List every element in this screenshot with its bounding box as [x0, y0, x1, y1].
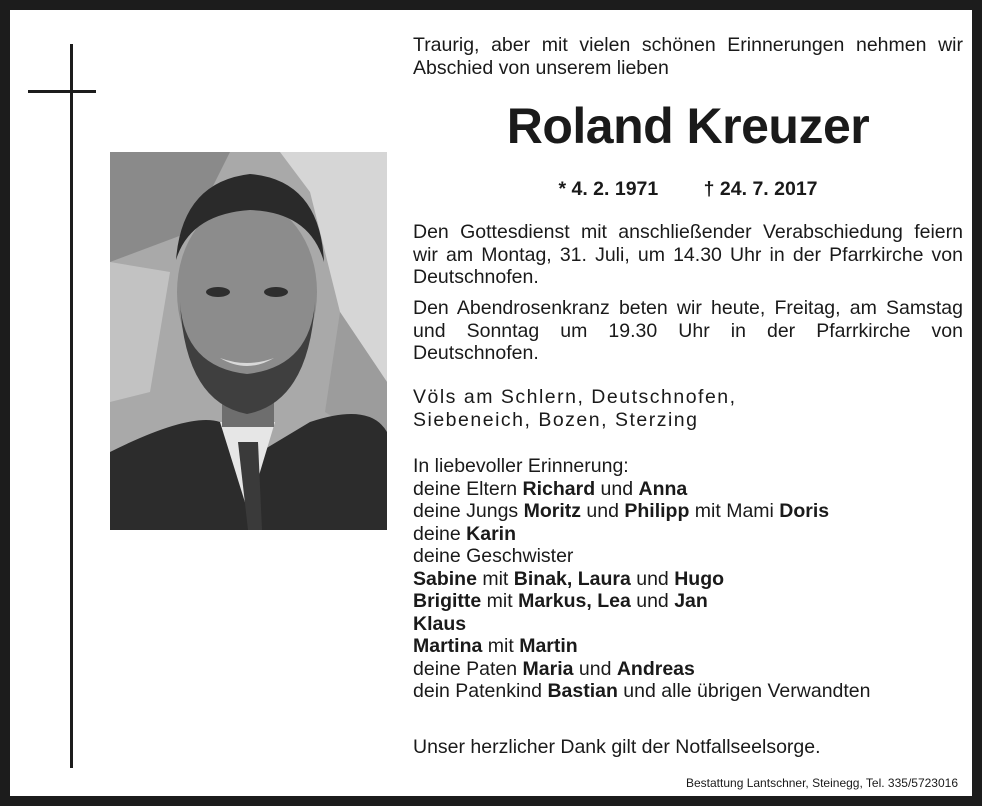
family-line: Klaus [413, 612, 467, 635]
birth-date: * 4. 2. 1971 [558, 178, 659, 200]
family-line: deine Eltern Richard und Anna [413, 477, 688, 500]
family-line: deine Karin [413, 522, 516, 545]
cross-icon-bar [28, 90, 96, 93]
cross-icon [70, 44, 73, 768]
family-list [413, 455, 963, 703]
intro-text: Traurig, aber mit vielen schönen Erinnerungen nehmen wir Abschied von unserem lieben [413, 34, 963, 79]
funeral-service-text: Den Gottesdienst mit anschließender Verabschiedung feiern wir am Montag, 31. Juli, um 14.30 Uhr in der Pfarrkirche von Deutschnofen. [413, 221, 963, 288]
life-dates [413, 178, 963, 201]
rosary-text: Den Abendrosenkranz beten wir heute, Freitag, am Samstag und Sonntag um 19.30 Uhr in der Pfarrkirche von Deutschnofen. [413, 297, 963, 364]
deceased-name: Roland Kreuzer [506, 98, 870, 154]
family-line: Martina mit Martin [413, 635, 578, 657]
places-line: Siebeneich, Bozen, Sterzing [413, 408, 699, 431]
family-line: deine Jungs Moritz und Philipp mit Mami Doris [413, 500, 830, 522]
undertaker-info: Bestattung Lantschner, Steinegg, Tel. 335/5723016 [686, 776, 958, 790]
death-date: † 24. 7. 2017 [703, 178, 818, 200]
places-list [413, 386, 963, 431]
family-line: Brigitte mit Markus, Lea und Jan [413, 590, 708, 612]
portrait-photo [110, 152, 387, 530]
family-heading: In liebevoller Erinnerung: [413, 455, 629, 477]
family-line: deine Geschwister [413, 545, 574, 567]
family-line: dein Patenkind Bastian und alle übrigen Verwandten [413, 680, 871, 702]
family-line: Sabine mit Binak, Laura und Hugo [413, 567, 725, 590]
family-line: deine Paten Maria und Andreas [413, 657, 695, 680]
thanks-text: Unser herzlicher Dank gilt der Notfallseelsorge. [413, 736, 821, 758]
places-line: Völs am Schlern, Deutschnofen, [413, 386, 737, 408]
